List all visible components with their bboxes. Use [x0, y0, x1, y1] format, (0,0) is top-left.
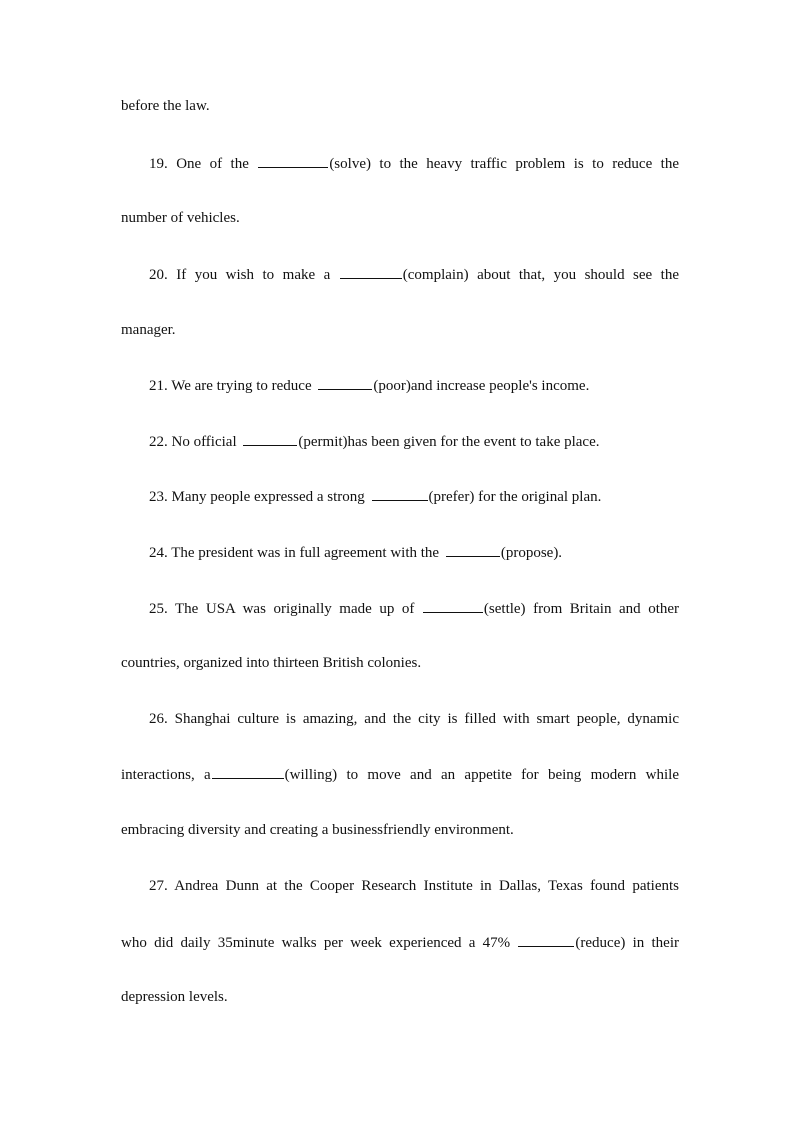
text-line	[121, 819, 679, 841]
question-number: 21.	[149, 378, 168, 394]
question-text: about that, you should see the	[477, 267, 679, 283]
question-text: One of the	[176, 156, 249, 172]
text-line	[121, 319, 679, 341]
answer-blank[interactable]	[423, 597, 483, 613]
line-text: depression levels.	[121, 989, 228, 1005]
question-text: We are trying to reduce	[171, 378, 312, 394]
line-text: manager.	[121, 322, 176, 338]
answer-blank[interactable]	[372, 485, 428, 501]
question-number: 20.	[149, 267, 168, 283]
word-hint: (propose).	[500, 545, 563, 561]
question-text: who did daily 35minute walks per week experienced a 47%	[121, 935, 511, 951]
question-number: 22.	[149, 434, 168, 450]
question-23	[149, 485, 679, 507]
word-hint: (complain)	[402, 267, 469, 283]
word-hint: (solve)	[329, 156, 371, 172]
text-line	[121, 652, 679, 674]
answer-blank[interactable]	[518, 931, 574, 947]
question-25	[149, 597, 679, 619]
question-text: to the heavy traffic problem is to reduce the	[379, 156, 679, 172]
question-text: for the original plan.	[478, 489, 602, 505]
question-number: 24.	[149, 545, 168, 561]
line-text: embracing diversity and creating a businessfriendly environment.	[121, 822, 514, 838]
question-text: in their	[632, 935, 679, 951]
answer-blank[interactable]	[446, 541, 500, 557]
question-text: Many people expressed a strong	[171, 489, 365, 505]
answer-blank[interactable]	[340, 263, 402, 279]
word-hint: (reduce)	[575, 935, 626, 951]
question-text: No official	[171, 434, 237, 450]
line-text: 26. Shanghai culture is amazing, and the city is filled with smart people, dynamic	[149, 711, 679, 727]
question-text: interactions, a	[121, 767, 211, 783]
question-number: 25.	[149, 601, 168, 617]
question-27	[149, 875, 679, 897]
word-hint: (poor)and increase people's income.	[373, 378, 590, 394]
answer-blank[interactable]	[318, 374, 372, 390]
question-20	[149, 263, 679, 285]
text-line	[121, 931, 679, 953]
question-24	[149, 541, 679, 563]
text-line	[121, 207, 679, 229]
word-hint: (willing)	[284, 767, 338, 783]
question-text: to move and an appetite for being modern while	[346, 767, 679, 783]
text-line	[121, 95, 679, 117]
text-line	[121, 763, 679, 785]
word-hint: (settle)	[483, 601, 526, 617]
question-21	[149, 374, 679, 396]
question-text: The president was in full agreement with the	[171, 545, 440, 561]
question-22	[149, 430, 679, 452]
line-text: 27. Andrea Dunn at the Cooper Research Institute in Dallas, Texas found patients	[149, 878, 679, 894]
word-hint: (prefer)	[428, 489, 475, 505]
word-hint: (permit)has been given for the event to take place.	[298, 434, 600, 450]
line-text: countries, organized into thirteen British colonies.	[121, 655, 422, 671]
question-text: If you wish to make a	[176, 267, 331, 283]
question-19	[149, 152, 679, 174]
answer-blank[interactable]	[258, 152, 328, 168]
text-line	[121, 986, 679, 1008]
question-number: 23.	[149, 489, 168, 505]
answer-blank[interactable]	[212, 763, 284, 779]
question-number: 19.	[149, 156, 168, 172]
answer-blank[interactable]	[243, 430, 297, 446]
line-text: before the law.	[121, 98, 210, 114]
question-26	[149, 708, 679, 730]
question-text: The USA was originally made up of	[175, 601, 415, 617]
question-text: from Britain and other	[533, 601, 679, 617]
line-text: number of vehicles.	[121, 210, 240, 226]
